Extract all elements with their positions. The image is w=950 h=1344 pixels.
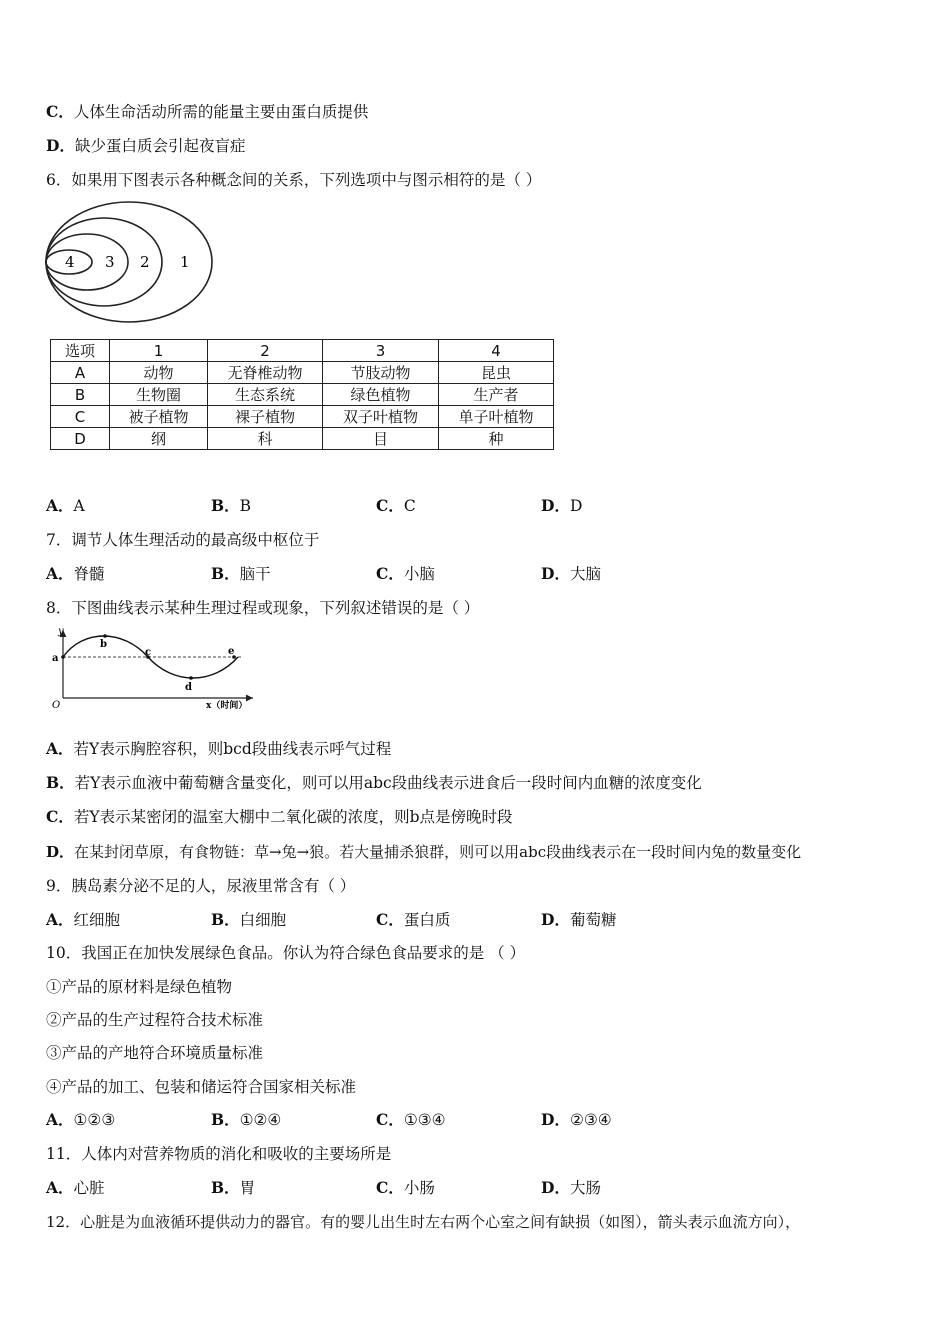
venn-label-2: 2 (140, 253, 150, 271)
q5-option-d: D．缺少蛋白质会引起夜盲症 (46, 136, 246, 155)
table-header-cell: 1 (110, 340, 208, 362)
venn-diagram (44, 200, 219, 325)
table-cell: 单子叶植物 (439, 406, 554, 428)
table-header-row (51, 340, 554, 362)
q11-option-b: B．胃 (211, 1178, 256, 1197)
table-cell: 科 (208, 428, 323, 450)
table-cell: 生产者 (439, 384, 554, 406)
point-a (61, 655, 65, 659)
q10-option-d: D．②③④ (541, 1110, 612, 1129)
q8-option-d: D．在某封闭草原，有食物链：草→兔→狼。若大量捕杀狼群，则可以用abc段曲线表示在一段时间内兔的数量变化 (46, 843, 802, 861)
q10-option-c: C．①③④ (376, 1110, 446, 1129)
table-cell: 节肢动物 (323, 362, 439, 384)
label-origin: O (52, 700, 61, 711)
label-a: a (52, 653, 59, 664)
label-y: y (58, 626, 64, 637)
options-table (50, 339, 554, 450)
q10-option-a: A．①②③ (46, 1110, 116, 1129)
label-e: e (228, 646, 235, 657)
q6-option-d: D．D (541, 496, 583, 515)
venn-label-3: 3 (105, 253, 115, 271)
q9-option-a: A．红细胞 (46, 910, 121, 929)
q8-option-a: A．若Y表示胸腔容积，则bcd段曲线表示呼气过程 (46, 739, 392, 758)
point-d (189, 676, 193, 680)
q11-option-a: A．心脏 (46, 1178, 105, 1197)
question-10: 10．我国正在加快发展绿色食品。你认为符合绿色食品要求的是 （ ） (46, 944, 526, 962)
q7-option-d: D．大脑 (541, 564, 601, 583)
table-row (51, 406, 554, 428)
label-x: x（时间） (206, 701, 248, 711)
table-header-cell: 2 (208, 340, 323, 362)
q10-item-2: ②产品的生产过程符合技术标准 (46, 1011, 264, 1029)
table-cell: 裸子植物 (208, 406, 323, 428)
table-cell: 昆虫 (439, 362, 554, 384)
curve-diagram (48, 624, 263, 716)
q7-option-b: B．脑干 (211, 564, 271, 583)
question-11: 11．人体内对营养物质的消化和吸收的主要场所是 (46, 1145, 392, 1163)
question-7: 7．调节人体生理活动的最高级中枢位于 (46, 531, 320, 549)
q8-option-c: C．若Y表示某密闭的温室大棚中二氧化碳的浓度，则b点是傍晚时段 (46, 807, 513, 826)
table-cell: 种 (439, 428, 554, 450)
q9-option-d: D．葡萄糖 (541, 910, 617, 929)
q7-option-c: C．小脑 (376, 564, 435, 583)
table-cell: D (51, 428, 110, 450)
q7-option-a: A．脊髓 (46, 564, 105, 583)
table-row (51, 384, 554, 406)
venn-ellipse-3 (46, 234, 128, 290)
table-cell: 生物圈 (110, 384, 208, 406)
table-cell: C (51, 406, 110, 428)
table-cell: 无脊椎动物 (208, 362, 323, 384)
q9-option-b: B．白细胞 (211, 910, 287, 929)
venn-label-4: 4 (65, 253, 75, 271)
q11-option-d: D．大肠 (541, 1178, 601, 1197)
table-row (51, 362, 554, 384)
table-header-cell: 3 (323, 340, 439, 362)
label-d: d (185, 682, 192, 693)
q6-option-a: A．A (46, 496, 85, 515)
table-cell: 双子叶植物 (323, 406, 439, 428)
table-cell: B (51, 384, 110, 406)
q6-option-c: C．C (376, 496, 416, 515)
label-b: b (100, 639, 107, 650)
label-c: c (145, 647, 152, 658)
table-cell: 生态系统 (208, 384, 323, 406)
table-header-cell: 4 (439, 340, 554, 362)
table-cell: 动物 (110, 362, 208, 384)
table-row (51, 428, 554, 450)
q6-option-b: B．B (211, 496, 251, 515)
table-cell: A (51, 362, 110, 384)
question-12: 12．心脏是为血液循环提供动力的器官。有的婴儿出生时左右两个心室之间有缺损（如图），箭头表示血流方向）， (46, 1213, 801, 1231)
table-cell: 绿色植物 (323, 384, 439, 406)
q10-item-1: ①产品的原材料是绿色植物 (46, 978, 233, 996)
q9-option-c: C．蛋白质 (376, 910, 451, 929)
venn-label-1: 1 (180, 253, 190, 271)
question-9: 9．胰岛素分泌不足的人，尿液里常含有（ ） (46, 877, 356, 895)
question-8: 8．下图曲线表示某种生理过程或现象，下列叙述错误的是（ ） (46, 599, 480, 617)
table-cell: 目 (323, 428, 439, 450)
question-6: 6．如果用下图表示各种概念间的关系，下列选项中与图示相符的是（ ） (46, 171, 542, 189)
table-cell: 被子植物 (110, 406, 208, 428)
q10-item-4: ④产品的加工、包装和储运符合国家相关标准 (46, 1078, 357, 1096)
q11-option-c: C．小肠 (376, 1178, 435, 1197)
q8-option-b: B．若Y表示血液中葡萄糖含量变化，则可以用abc段曲线表示进食后一段时间内血糖的浓度变化 (46, 773, 702, 792)
q5-option-c: C．人体生命活动所需的能量主要由蛋白质提供 (46, 102, 369, 121)
table-header-cell: 选项 (51, 340, 110, 362)
table-cell: 纲 (110, 428, 208, 450)
point-b (103, 634, 107, 638)
q10-item-3: ③产品的产地符合环境质量标准 (46, 1044, 264, 1062)
q10-option-b: B．①②④ (211, 1110, 282, 1129)
